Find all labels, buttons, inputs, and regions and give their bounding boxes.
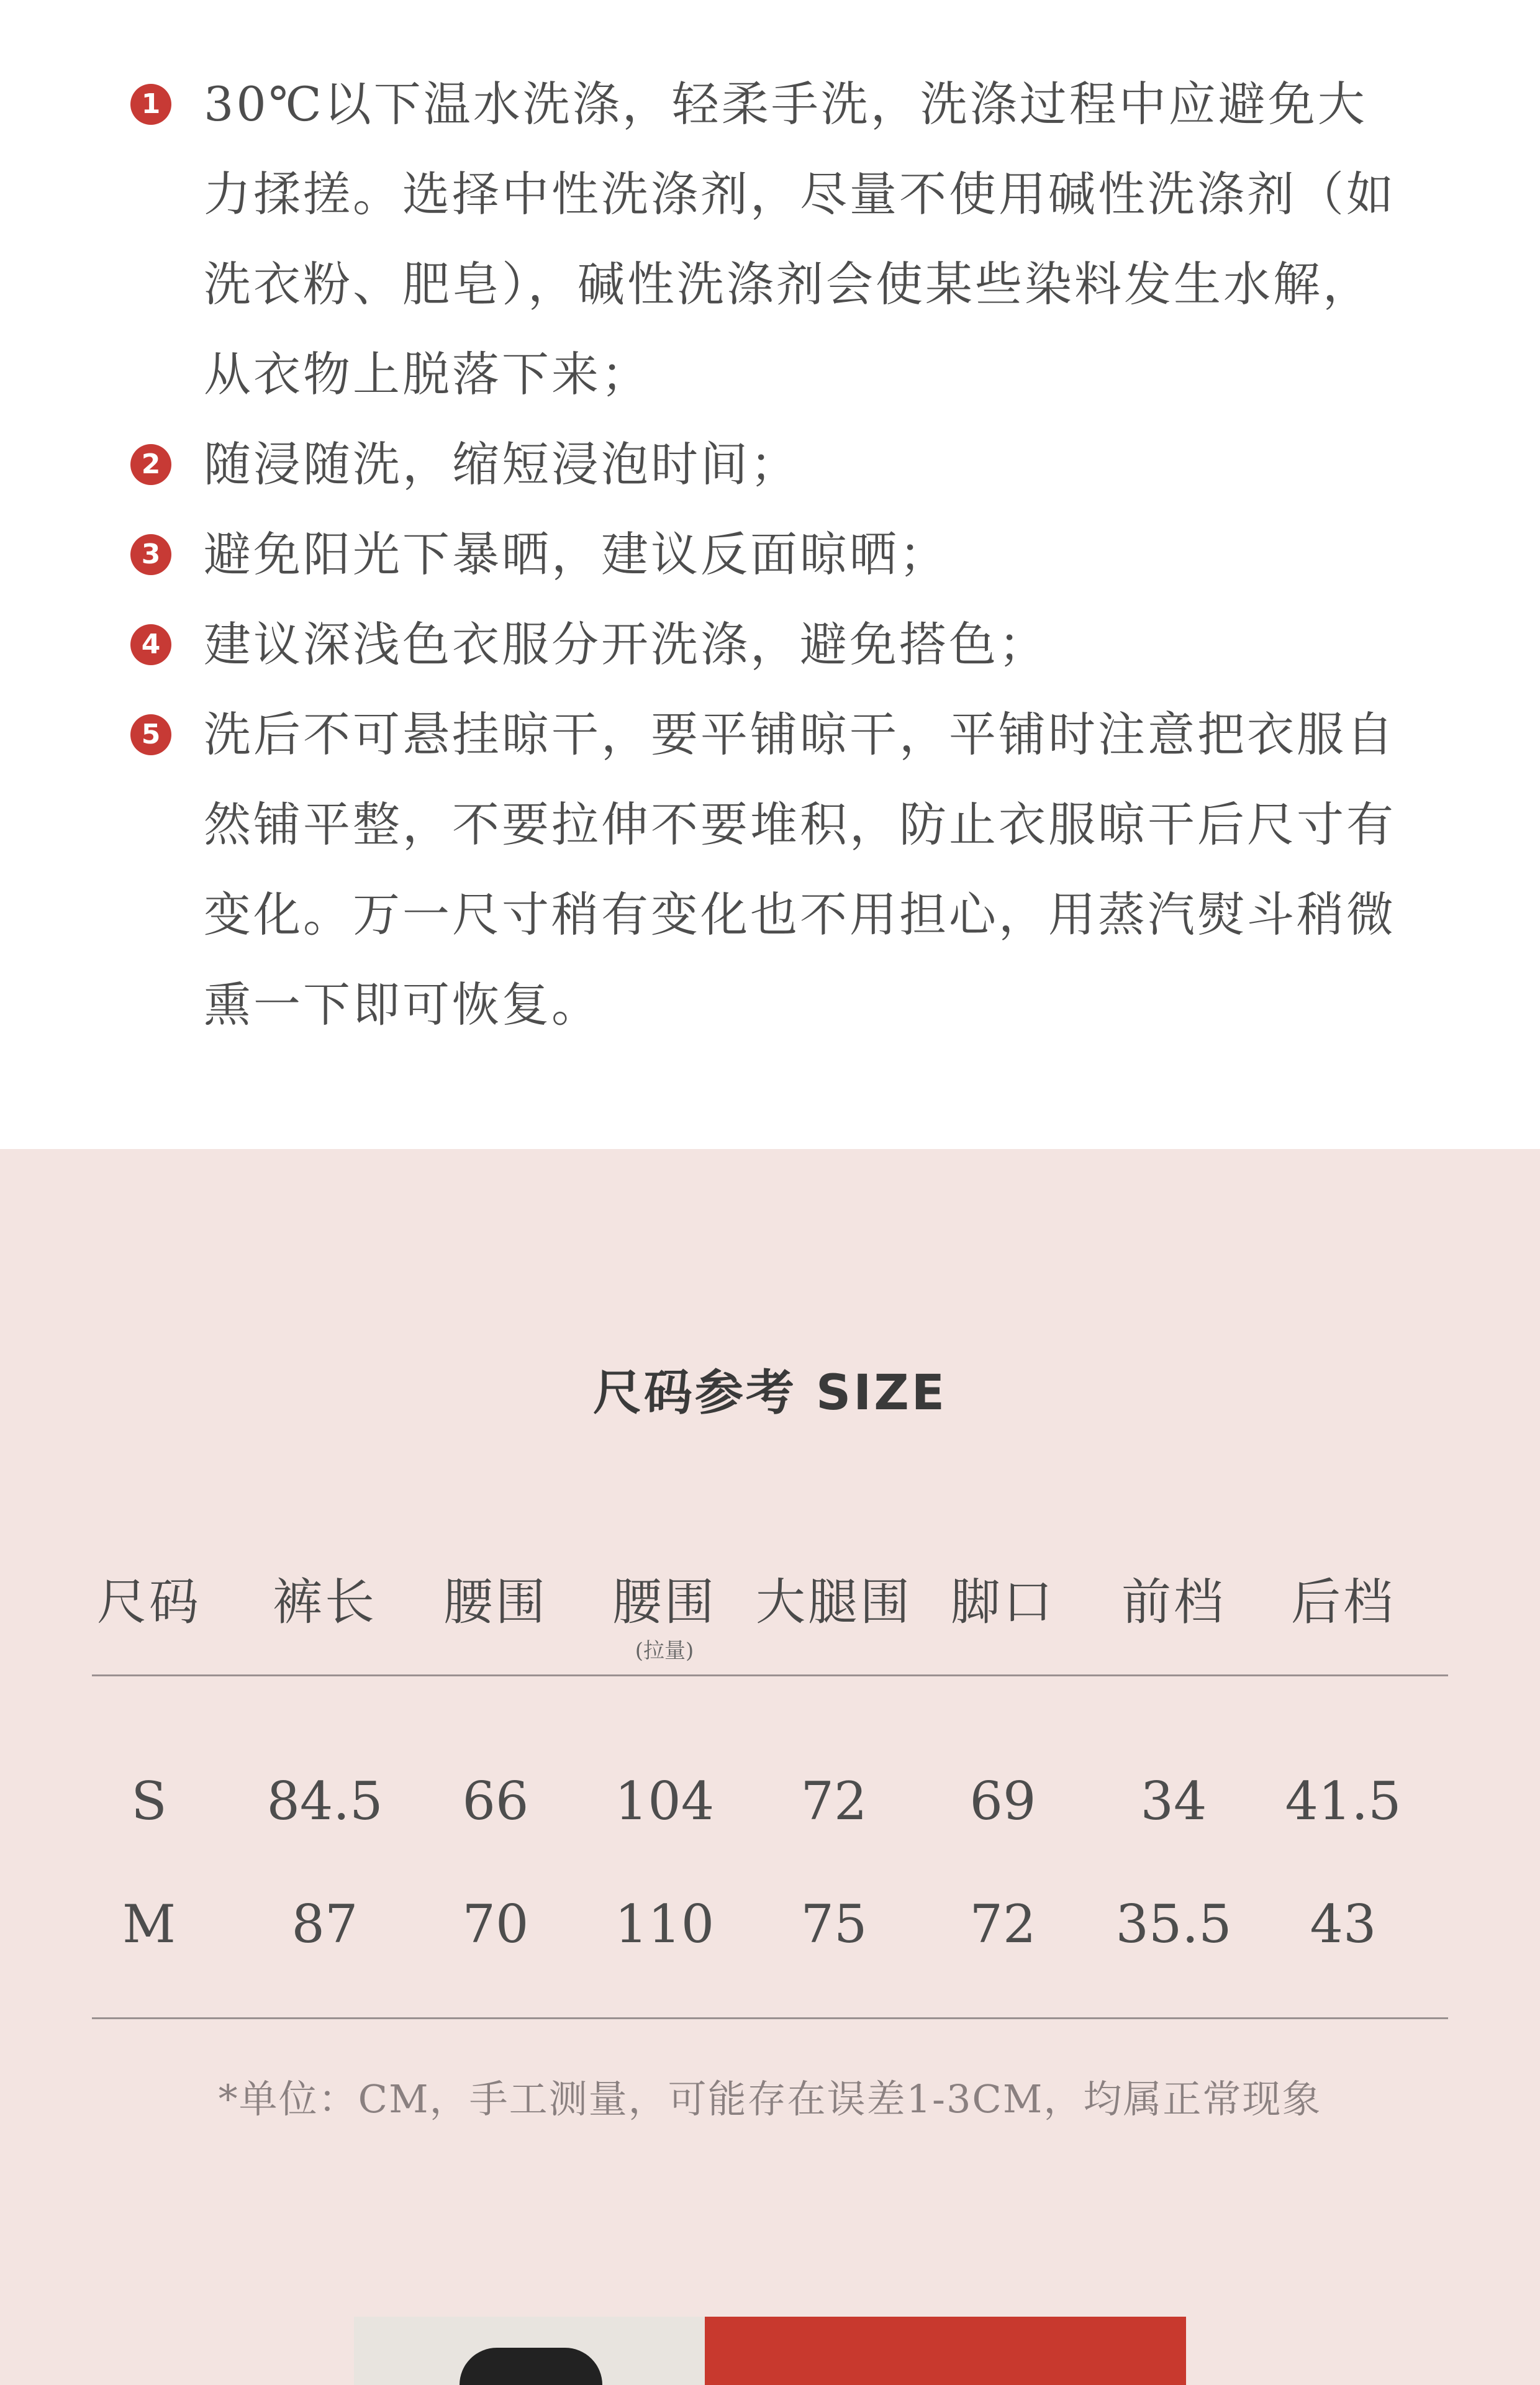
header-waist: 腰围	[443, 1573, 548, 1631]
header-back-rise: 后档	[1291, 1573, 1395, 1631]
header-size: 尺码	[97, 1573, 201, 1631]
table-cell: 34	[1140, 1771, 1207, 1832]
care-item-1	[130, 59, 1416, 419]
table-cell: 104	[614, 1771, 715, 1832]
table-cell: 35.5	[1115, 1894, 1232, 1955]
table-cell: 75	[800, 1894, 867, 1955]
care-text-4: 建议深浅色衣服分开洗涤，避免搭色；	[204, 617, 1048, 672]
care-text-5: 洗后不可悬挂晾干，要平铺晾干，平铺时注意把衣服自然铺平整，不要拉伸不要堆积，防止衣服晾干后尺寸有变化。万一尺寸稍有变化也不用担心，用蒸汽熨斗稍微熏一下即可恢复。	[204, 707, 1396, 1032]
table-cell: 72	[800, 1771, 867, 1832]
size-chart-section	[0, 1149, 1540, 2385]
care-text-3: 避免阳光下暴晒，建议反面晾晒；	[204, 527, 949, 582]
care-item-2	[130, 419, 1416, 509]
number-badge-4: 4	[130, 624, 171, 665]
table-cell: 41.5	[1285, 1771, 1402, 1832]
number-badge-1: 1	[130, 84, 171, 125]
header-waist-stretched: 腰围	[612, 1573, 717, 1631]
table-cell: 110	[614, 1894, 715, 1955]
measurement-footnote: *单位：CM，手工测量，可能存在误差1-3CM，均属正常现象	[218, 2076, 1322, 2122]
care-item-3	[130, 509, 1416, 599]
table-cell: M	[122, 1894, 176, 1955]
red-banner-partial	[705, 2317, 1186, 2385]
table-bottom-divider	[92, 2017, 1448, 2019]
table-cell: 43	[1310, 1894, 1377, 1955]
table-cell: S	[131, 1771, 167, 1832]
table-cell: 70	[462, 1894, 529, 1955]
header-front-rise: 前档	[1121, 1573, 1226, 1631]
care-item-4	[130, 599, 1416, 689]
table-cell: 69	[969, 1771, 1036, 1832]
number-badge-5: 5	[130, 714, 171, 755]
number-badge-3: 3	[130, 534, 171, 575]
table-cell: 66	[462, 1771, 529, 1832]
care-text-2: 随浸随洗，缩短浸泡时间；	[204, 437, 800, 492]
header-hem: 脚口	[951, 1573, 1055, 1631]
care-instructions-section	[0, 0, 1540, 1149]
care-item-5	[130, 689, 1416, 1050]
table-cell: 87	[291, 1894, 358, 1955]
product-photo-shape	[460, 2348, 602, 2385]
header-thigh: 大腿围	[756, 1573, 912, 1631]
table-cell: 72	[969, 1894, 1036, 1955]
number-badge-2: 2	[130, 444, 171, 485]
header-divider	[92, 1674, 1448, 1676]
header-stretched-note: (拉量)	[635, 1638, 694, 1663]
care-text-1: 30℃以下温水洗涤，轻柔手洗，洗涤过程中应避免大力揉搓。选择中性洗涤剂，尽量不使用碱性洗涤剂（如洗衣粉、肥皂），碱性洗涤剂会使某些染料发生水解，从衣物上脱落下来；	[204, 76, 1396, 402]
care-instructions-list	[130, 59, 1416, 1050]
header-length: 裤长	[273, 1573, 377, 1631]
table-cell: 84.5	[266, 1771, 383, 1832]
size-chart-title: 尺码参考 SIZE	[592, 1365, 948, 1421]
